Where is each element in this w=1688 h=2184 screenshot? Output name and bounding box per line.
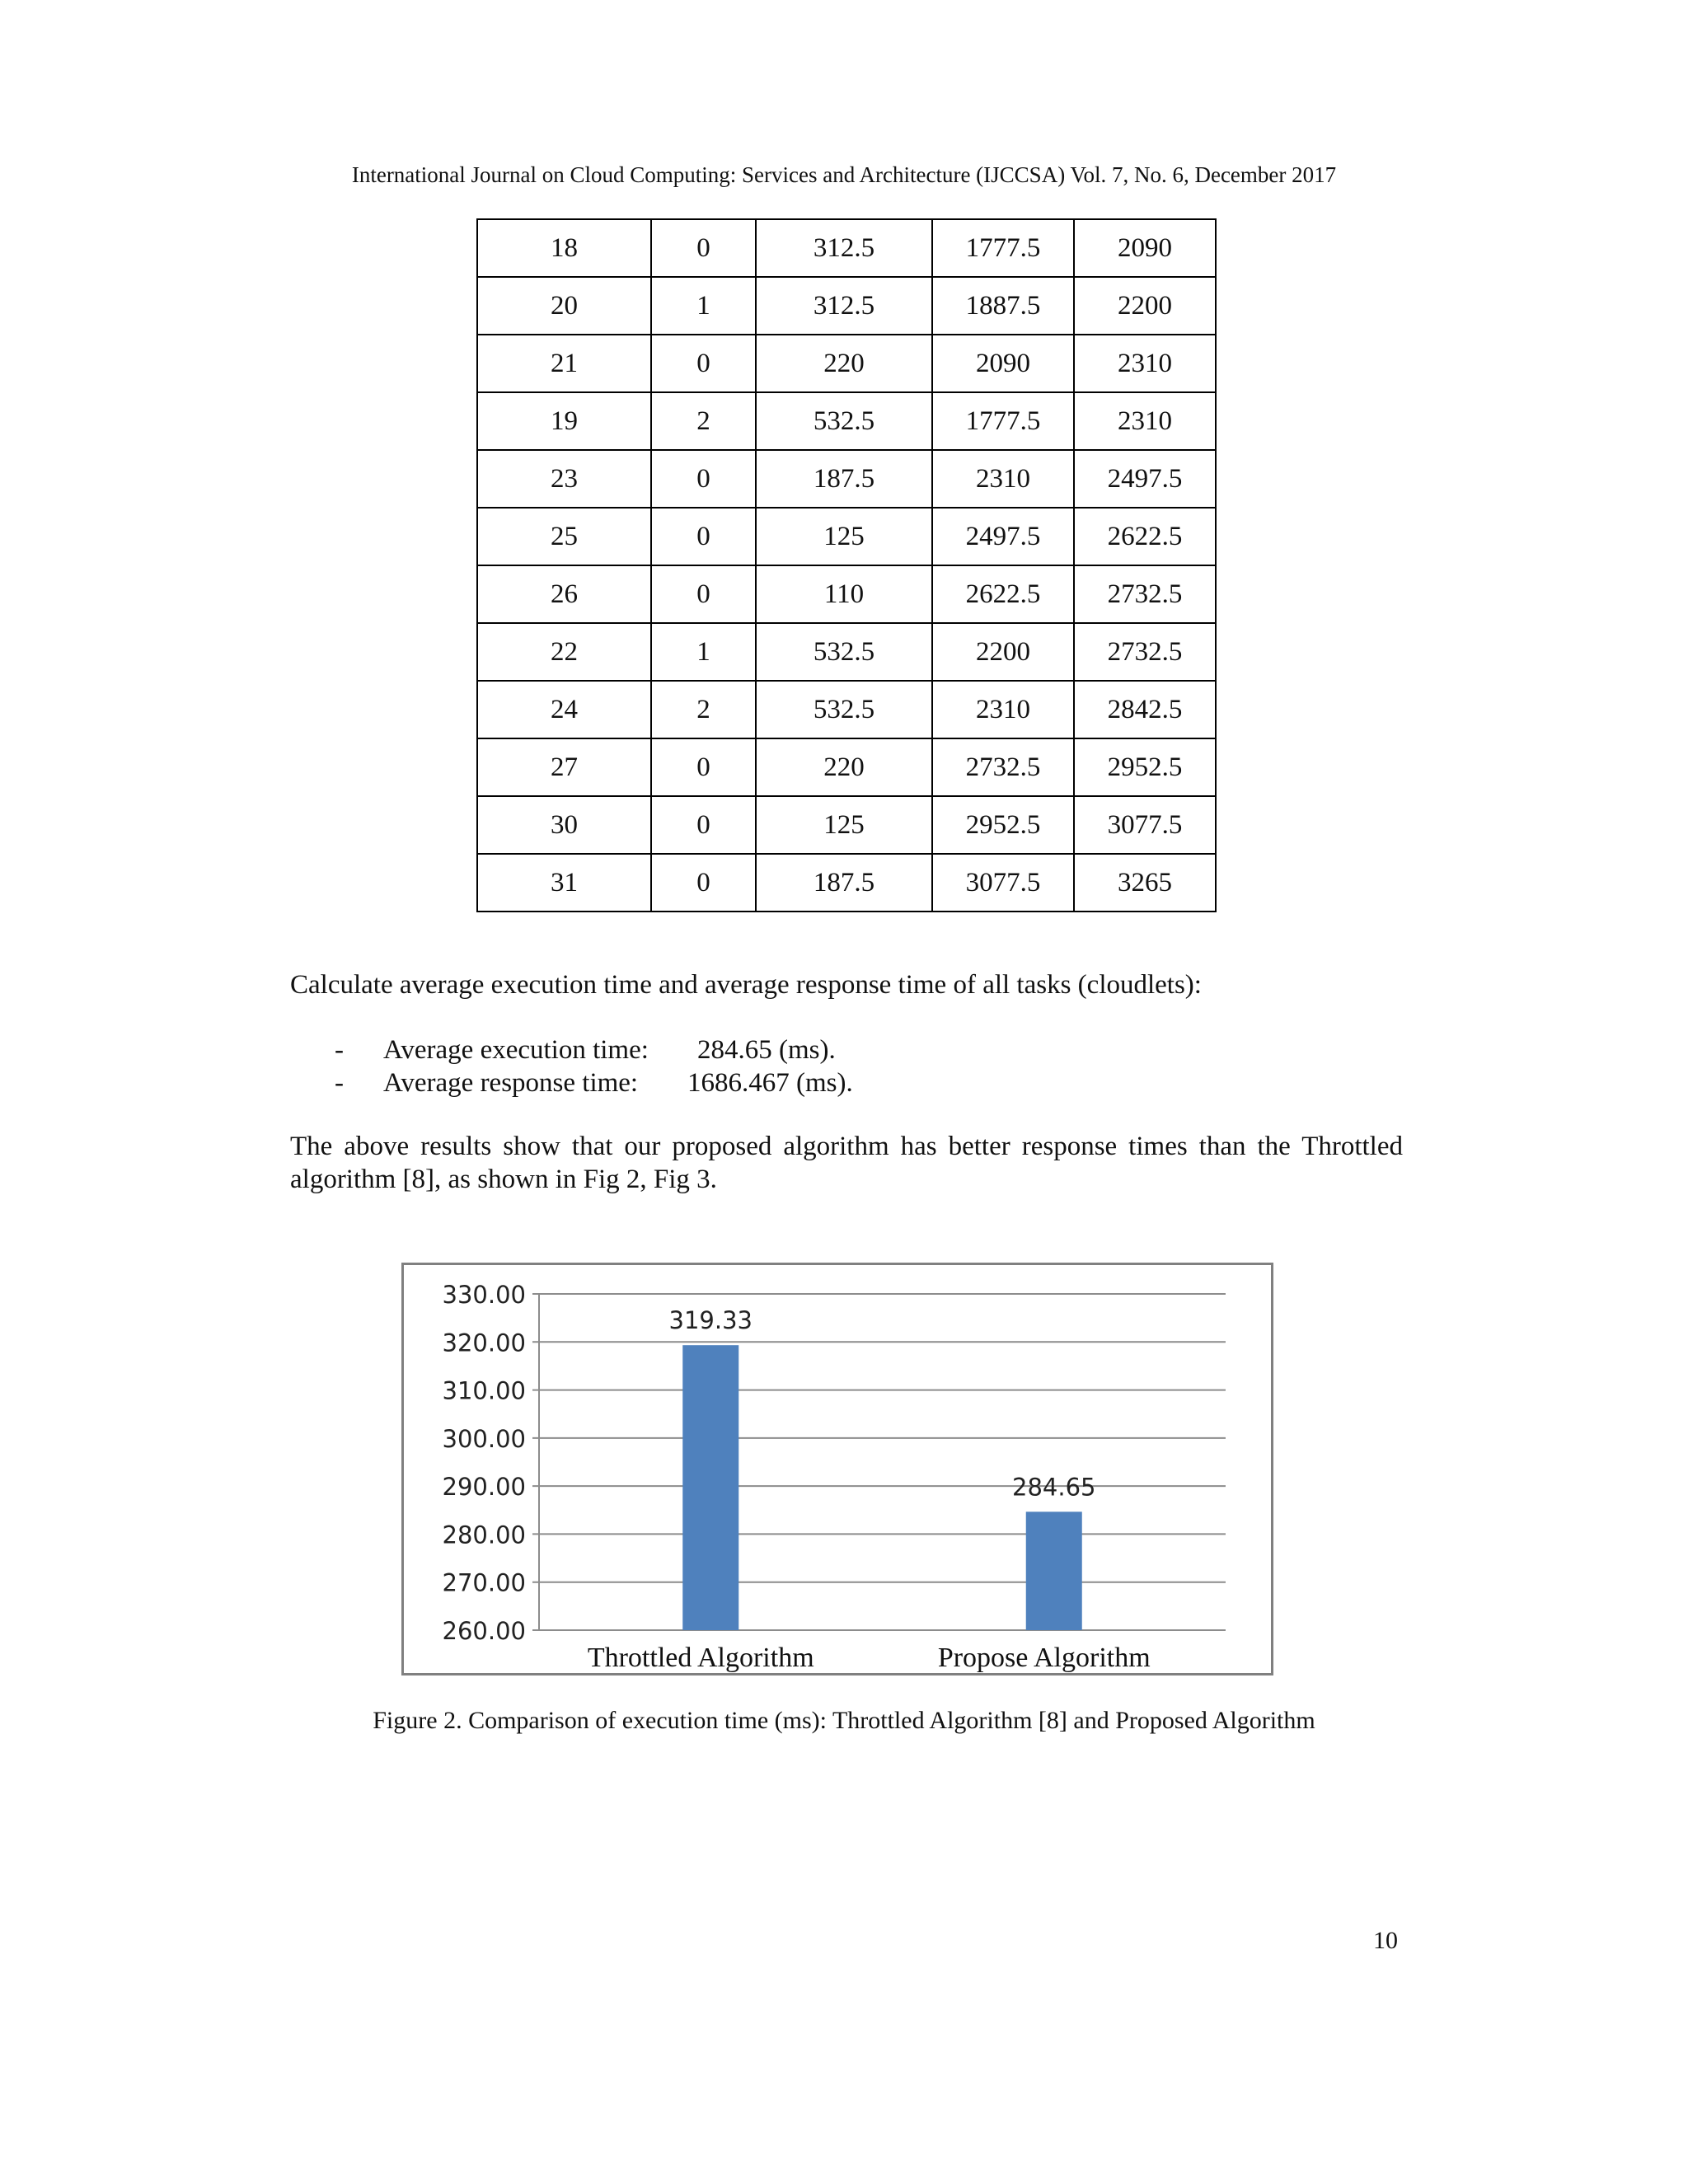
table-cell: 2622.5 [1074, 508, 1216, 565]
table-cell: 31 [477, 854, 651, 912]
y-tick-label: 320.00 [442, 1329, 526, 1357]
table-cell: 125 [756, 796, 932, 854]
table-cell: 2732.5 [932, 738, 1074, 796]
table-cell: 2732.5 [1074, 623, 1216, 681]
table-cell: 1 [651, 277, 756, 335]
table-cell: 3077.5 [1074, 796, 1216, 854]
avg-resp-dash: - [335, 1068, 344, 1098]
table-row [477, 508, 1216, 565]
table-row [477, 681, 1216, 738]
table-cell: 2310 [932, 450, 1074, 508]
table-cell: 312.5 [756, 219, 932, 277]
table-cell: 187.5 [756, 450, 932, 508]
table-cell: 312.5 [756, 277, 932, 335]
table-row [477, 335, 1216, 392]
table-cell: 18 [477, 219, 651, 277]
category-label: Throttled Algorithm [587, 1643, 814, 1673]
y-tick-label: 280.00 [442, 1521, 526, 1549]
table-cell: 2090 [932, 335, 1074, 392]
table-row [477, 219, 1216, 277]
table-cell: 0 [651, 738, 756, 796]
table-cell: 2 [651, 392, 756, 450]
table-cell: 1777.5 [932, 219, 1074, 277]
avg-exec-value: 284.65 (ms). [697, 1035, 836, 1065]
table-cell: 3265 [1074, 854, 1216, 912]
results-table [476, 218, 1217, 912]
table-cell: 2952.5 [1074, 738, 1216, 796]
y-tick-label: 270.00 [442, 1568, 526, 1597]
table-row [477, 854, 1216, 912]
y-tick-label: 330.00 [442, 1281, 526, 1309]
table-row [477, 565, 1216, 623]
table-cell: 532.5 [756, 392, 932, 450]
table-cell: 2200 [1074, 277, 1216, 335]
table-cell: 2732.5 [1074, 565, 1216, 623]
table-cell: 26 [477, 565, 651, 623]
table-cell: 0 [651, 450, 756, 508]
table-cell: 23 [477, 450, 651, 508]
table-cell: 27 [477, 738, 651, 796]
table-cell: 21 [477, 335, 651, 392]
table-cell: 1887.5 [932, 277, 1074, 335]
table-cell: 2310 [932, 681, 1074, 738]
bar [1026, 1511, 1082, 1630]
data-label: 319.33 [668, 1306, 753, 1335]
table-cell: 220 [756, 738, 932, 796]
table-cell: 0 [651, 219, 756, 277]
table-cell: 0 [651, 854, 756, 912]
table-cell: 532.5 [756, 681, 932, 738]
table-cell: 2090 [1074, 219, 1216, 277]
table-cell: 0 [651, 796, 756, 854]
y-tick-label: 290.00 [442, 1473, 526, 1502]
table-cell: 20 [477, 277, 651, 335]
table-cell: 125 [756, 508, 932, 565]
table-cell: 2497.5 [1074, 450, 1216, 508]
execution-time-bar-chart [401, 1263, 1273, 1675]
calc-paragraph: Calculate average execution time and average response time of all tasks (cloudlets): [290, 970, 1202, 1000]
y-tick-label: 300.00 [442, 1424, 526, 1453]
y-tick-label: 260.00 [442, 1617, 526, 1645]
data-label: 284.65 [1012, 1473, 1096, 1502]
table-row [477, 392, 1216, 450]
table-cell: 19 [477, 392, 651, 450]
table-cell: 2200 [932, 623, 1074, 681]
table-cell: 2497.5 [932, 508, 1074, 565]
table-cell: 187.5 [756, 854, 932, 912]
table-row [477, 738, 1216, 796]
avg-exec-label: Average execution time: [383, 1035, 649, 1065]
table-cell: 30 [477, 796, 651, 854]
figure-caption: Figure 2. Comparison of execution time (ms): Throttled Algorithm [8] and Proposed Algorithm [373, 1707, 1315, 1734]
table-cell: 220 [756, 335, 932, 392]
table-cell: 2952.5 [932, 796, 1074, 854]
page-number: 10 [1373, 1927, 1398, 1954]
table-cell: 24 [477, 681, 651, 738]
table-cell: 110 [756, 565, 932, 623]
table-cell: 2842.5 [1074, 681, 1216, 738]
avg-resp-value: 1686.467 (ms). [687, 1068, 853, 1098]
table-cell: 3077.5 [932, 854, 1074, 912]
table-cell: 0 [651, 565, 756, 623]
table-cell: 22 [477, 623, 651, 681]
table-row [477, 277, 1216, 335]
category-label: Propose Algorithm [937, 1643, 1151, 1673]
table-cell: 0 [651, 508, 756, 565]
table-cell: 1777.5 [932, 392, 1074, 450]
table-row [477, 623, 1216, 681]
table-cell: 1 [651, 623, 756, 681]
table-cell: 25 [477, 508, 651, 565]
table-row [477, 796, 1216, 854]
table-cell: 2310 [1074, 392, 1216, 450]
bar [682, 1345, 738, 1630]
avg-resp-label: Average response time: [383, 1068, 639, 1098]
table-cell: 2310 [1074, 335, 1216, 392]
table-cell: 2 [651, 681, 756, 738]
results-paragraph: The above results show that our proposed algorithm has better response times than the Throttled algorithm [8], as shown in Fig 2, Fig 3. [290, 1132, 1403, 1194]
y-tick-label: 310.00 [442, 1376, 526, 1405]
table-cell: 0 [651, 335, 756, 392]
table-cell: 2622.5 [932, 565, 1074, 623]
journal-header: International Journal on Cloud Computing: Services and Architecture (IJCCSA) Vol. 7, No. 6, December 2017 [351, 162, 1337, 187]
table-row [477, 450, 1216, 508]
table-cell: 532.5 [756, 623, 932, 681]
avg-exec-dash: - [335, 1035, 344, 1065]
